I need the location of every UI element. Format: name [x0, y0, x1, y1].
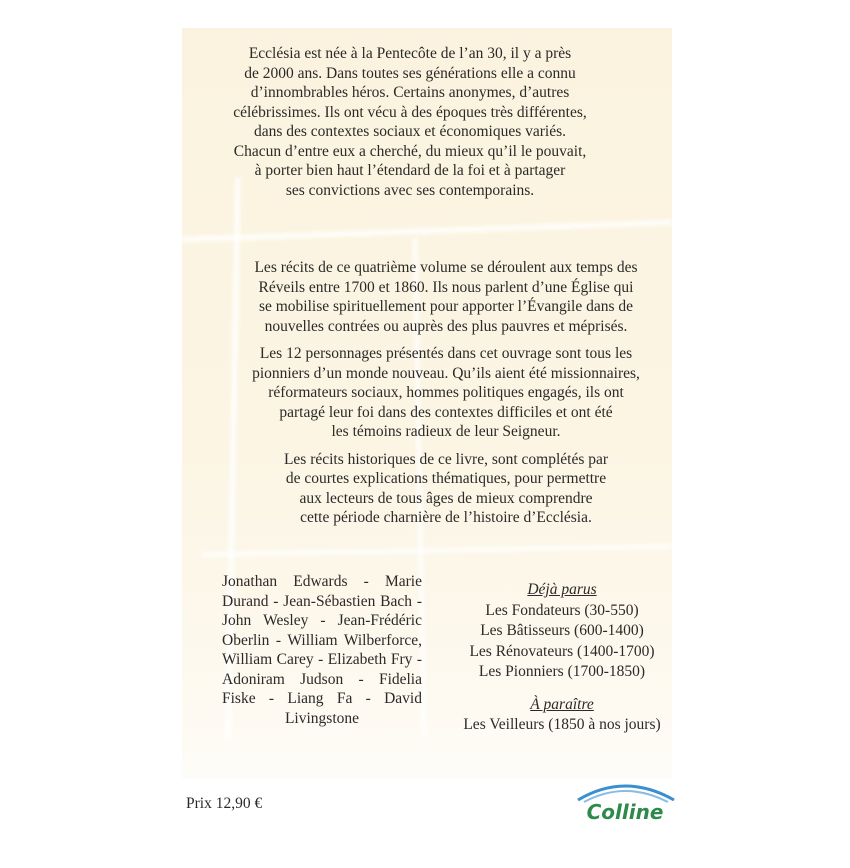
published-titles [442, 601, 682, 683]
upcoming-titles [442, 715, 682, 736]
logo-text: Colline [586, 800, 664, 824]
text-line: aux lecteurs de tous âges de mieux comprendre [299, 489, 593, 507]
characters-list: Jonathan Edwards - Marie Durand - Jean-Sébastien Bach - John Wesley - Jean-Frédéric Oberlin - William Wilberforce, William Carey - Elizabeth Fry - Adoniram Judson - Fidelia Fiske - Liang Fa - David Livingstone [222, 573, 422, 727]
book-back-cover [172, 18, 682, 826]
upcoming-heading: À paraître [530, 695, 594, 713]
price-label: Prix 12,90 € [186, 795, 263, 812]
series-list [442, 580, 682, 736]
series-title: Les Veilleurs (1850 à nos jours) [463, 716, 661, 733]
text-line: Les récits de ce quatrième volume se déroulent aux temps des [254, 259, 638, 276]
text-line: se mobilise spirituellement pour apporter l’Évangile dans de [258, 298, 634, 315]
text-line: de 2000 ans. Dans toutes ses générations elle a connu [244, 64, 576, 82]
text-line: à porter bien haut l’étendard de la foi et à partager [254, 162, 566, 179]
text-line: réformateurs sociaux, hommes politiques engagés, ils ont [268, 384, 624, 401]
light-streak [182, 219, 672, 242]
series-title: Les Fondateurs (30-550) [485, 601, 639, 619]
text-line: les témoins radieux de leur Seigneur. [331, 423, 561, 440]
text-line: célébrissimes. Ils ont vécu à des époques très différentes, [233, 103, 587, 121]
body-paragraph [246, 344, 646, 442]
text-line: cette période charnière de l’histoire d’Ecclésia. [300, 509, 592, 526]
published-heading: Déjà parus [527, 581, 597, 598]
intro-text [192, 44, 628, 208]
text-line: d’innombrables héros. Certains anonymes, d’autres [250, 84, 570, 101]
text-line: nouvelles contrées ou auprès des plus pauvres et méprisés. [264, 317, 628, 335]
text-line: de courtes explications thématiques, pour permettre [285, 470, 607, 487]
text-line: Chacun d’entre eux a cherché, du mieux qu’il le pouvait, [233, 142, 587, 160]
text-line: ses convictions avec ses contemporains. [285, 181, 535, 199]
series-title: Les Pionniers (1700-1850) [478, 663, 646, 680]
publisher-logo [570, 776, 680, 826]
light-streak [202, 544, 672, 557]
text-line: Ecclésia est née à la Pentecôte de l’an 30, il y a près [248, 45, 572, 62]
text-line: dans des contextes sociaux et économiques variés. [253, 123, 567, 140]
body-paragraph [246, 450, 646, 528]
text-line: partagé leur foi dans des contextes difficiles et ont été [279, 403, 613, 421]
text-line: Les récits historiques de ce livre, sont complétés par [283, 450, 609, 468]
series-title: Les Rénovateurs (1400-1700) [469, 642, 655, 660]
text-line: Les 12 personnages présentés dans cet ouvrage sont tous les [259, 345, 633, 362]
description-text [246, 258, 646, 536]
intro-paragraph [192, 44, 628, 200]
series-title: Les Bâtisseurs (600-1400) [480, 622, 644, 639]
body-paragraph [246, 258, 646, 336]
text-line: pionniers d’un monde nouveau. Qu’ils aient été missionnaires, [252, 364, 640, 382]
text-line: Réveils entre 1700 et 1860. Ils nous parlent d’une Église qui [258, 278, 634, 296]
colline-logo-icon [570, 776, 680, 826]
